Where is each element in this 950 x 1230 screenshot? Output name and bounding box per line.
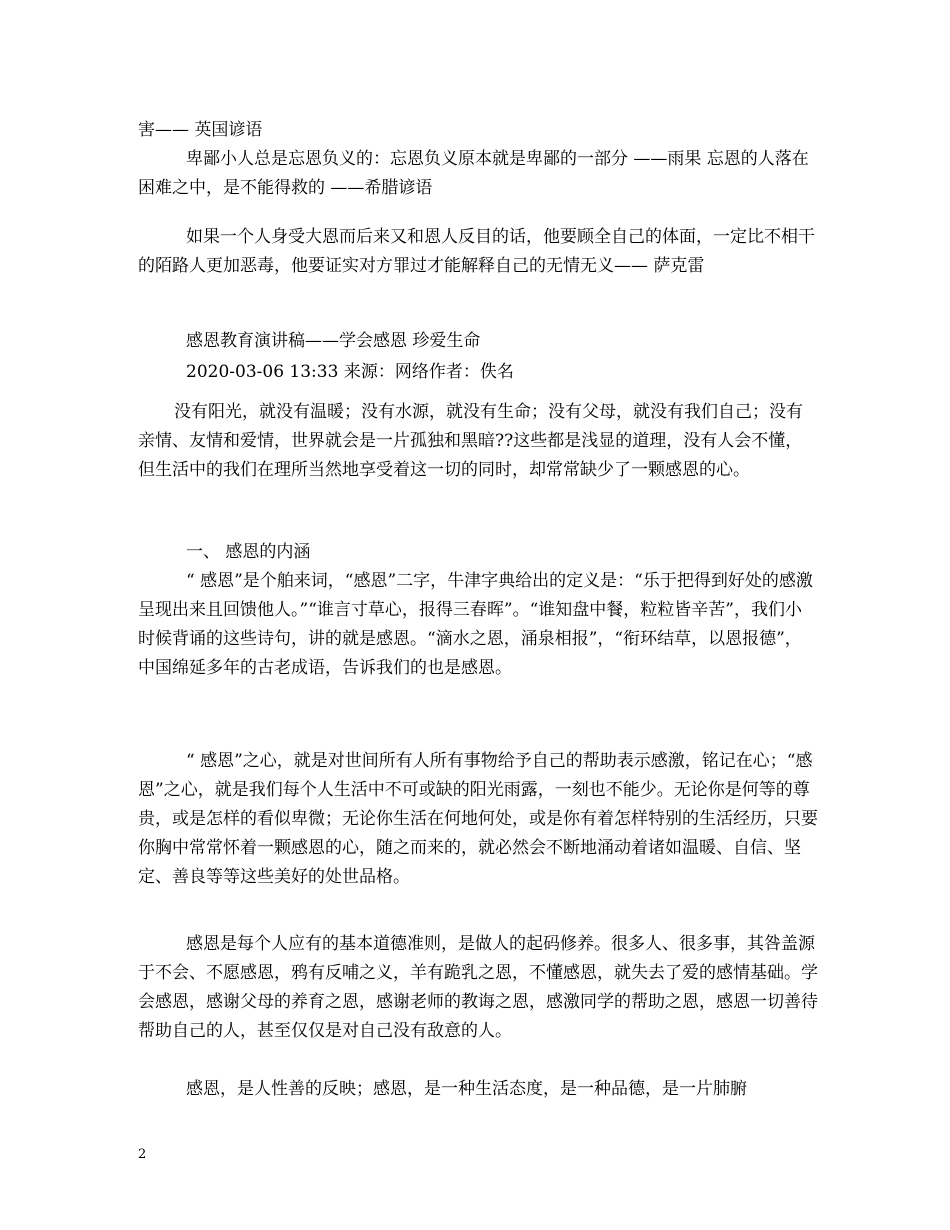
paragraph-proverb-ending: 害—— 英国谚语 — [138, 120, 263, 140]
paragraph-introduction: 没有阳光，就没有温暖；没有水源，就没有生命；没有父母，就没有我们自己；没有亲情、友情和爱情，世界就会是一片孤独和黑暗??这些都是浅显的道理，没有人会不懂，但生活中的我们在理所当然地享受着这一切的同时，却常常缺少了一颗感恩的心。 — [138, 402, 803, 480]
paragraph-hugo-greek-quotes: 卑鄙小人总是忘恩负义的：忘恩负义原本就是卑鄙的一部分 ——雨果 忘恩的人落在困难之中，是不能得救的 ——希腊谚语 — [138, 149, 809, 198]
paragraph-thackeray-quote: 如果一个人身受大恩而后来又和恩人反目的话，他要顾全自己的体面，一定比不相干的陌路人更加恶毒，他要证实对方罪过才能解释自己的无情无义—— 萨克雷 — [138, 227, 815, 276]
speech-meta-line: 2020-03-06 13:33 来源：网络作者：佚名 — [186, 362, 514, 382]
paragraph-moral-principle: 感恩是每个人应有的基本道德准则，是做人的起码修养。很多人、很多事，其咎盖源于不会、不愿感恩，鸦有反哺之义，羊有跪乳之恩，不懂感恩，就失去了爱的感情基础。学会感恩，感谢父母的养育之恩，感谢老师的教诲之恩，感激同学的帮助之恩，感恩一切善待帮助自己的人，甚至仅仅是对自己没有敌意的人。 — [138, 934, 818, 1041]
paragraph-definition: “ 感恩”是个舶来词，“感恩”二字，牛津字典给出的定义是：“乐于把得到好处的感激呈现出来且回馈他人。”“谁言寸草心，报得三春晖”。“谁知盘中餐，粒粒皆辛苦”，我们小时候背诵的这些诗句，讲的就是感恩。“滴水之恩，涌泉相报”，“衔环结草，以恩报德”，中国绵延多年的古老成语，告诉我们的也是感恩。 — [138, 571, 813, 678]
paragraph-grateful-heart: “ 感恩”之心，就是对世间所有人所有事物给予自己的帮助表示感激，铭记在心；“感恩”之心，就是我们每个人生活中不可或缺的阳光雨露，一刻也不能少。无论你是何等的尊贵，或是怎样的看似卑微；无论你生活在何地何处，或是你有着怎样特别的生活经历，只要你胸中常常怀着一颗感恩的心，随之而来的，就必然会不断地涌动着诸如温暖、自信、坚定、善良等等这些美好的处世品格。 — [138, 751, 818, 887]
paragraph-human-nature: 感恩，是人性善的反映；感恩，是一种生活态度，是一种品德，是一片肺腑 — [186, 1079, 747, 1099]
speech-title: 感恩教育演讲稿——学会感恩 珍爱生命 — [186, 331, 481, 351]
section-heading-meaning: 一、 感恩的内涵 — [186, 542, 311, 562]
page-number: 2 — [138, 1147, 147, 1162]
